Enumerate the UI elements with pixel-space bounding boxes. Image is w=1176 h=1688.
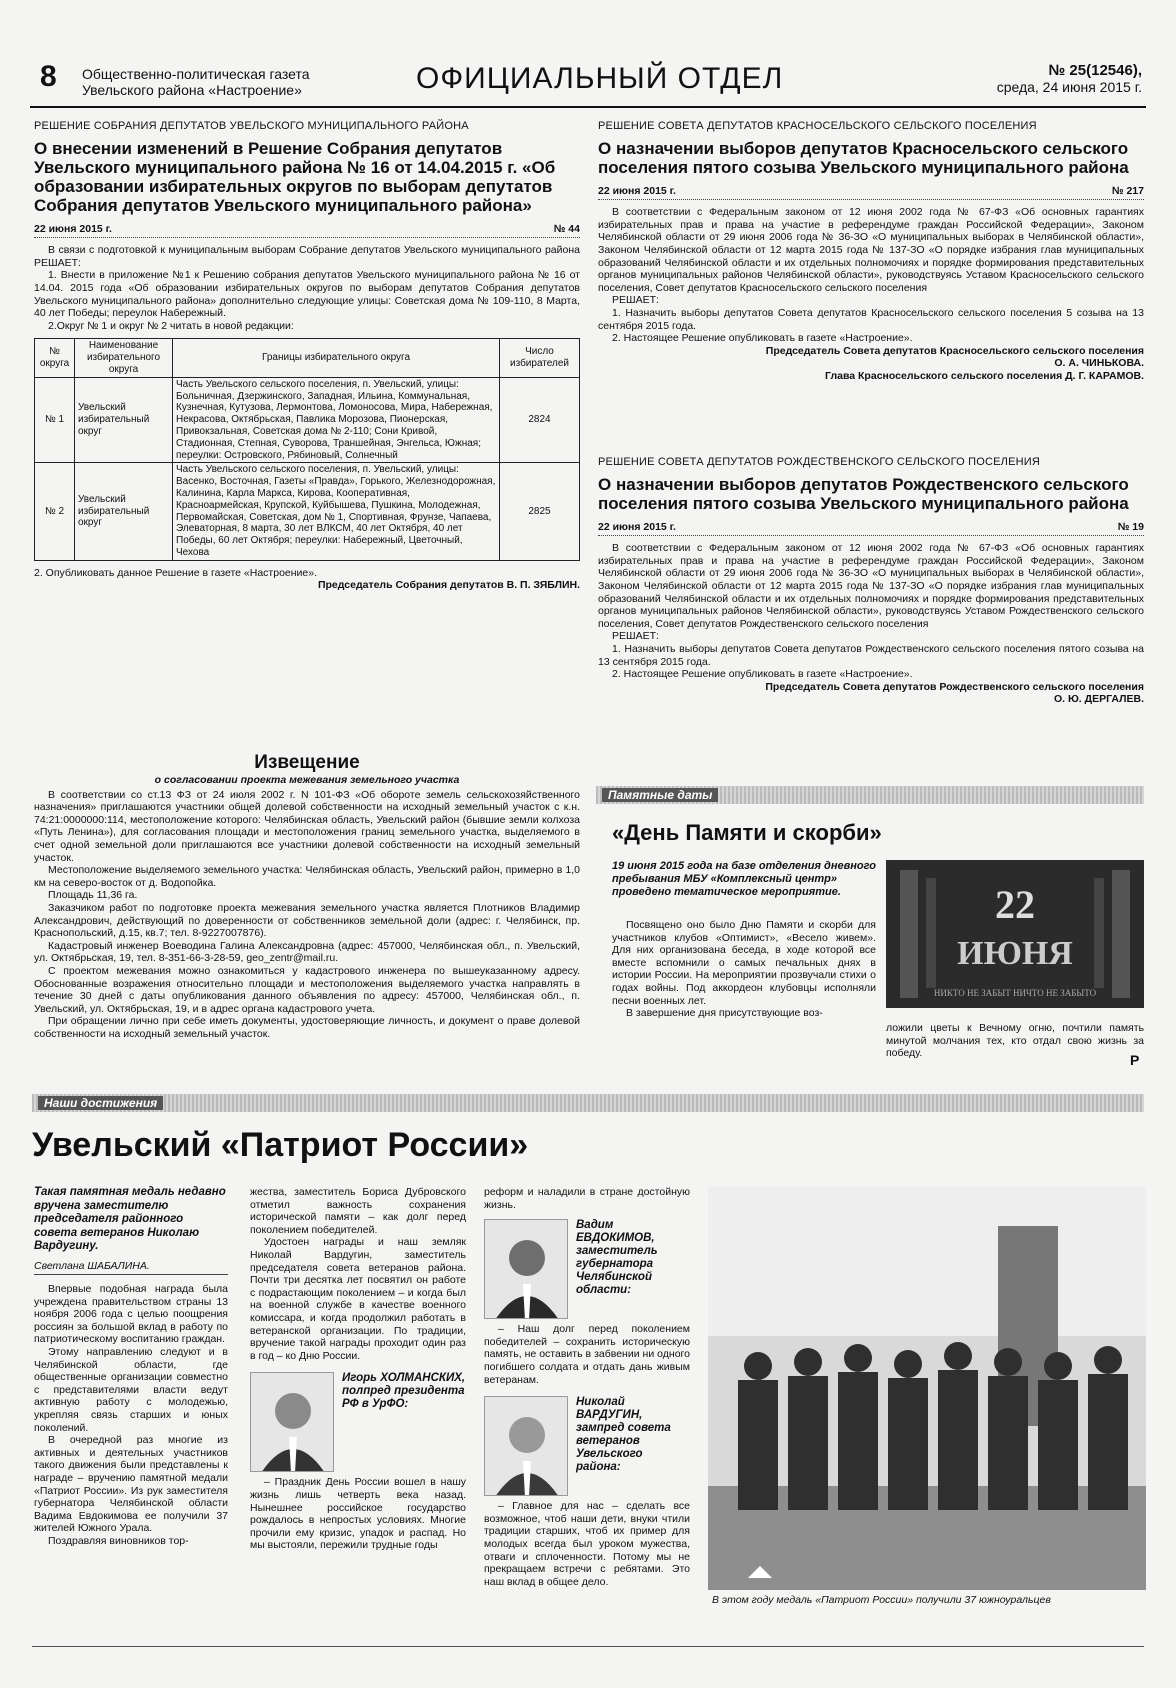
page-number: 8: [40, 60, 57, 93]
paragraph: В соответствии с Федеральным законом от 12 июня 2002 года № 67-ФЗ «Об основных гарантиях избирательных прав и права на участие в референдуме граждан Российской Федерации», Законом Челябинской области от 29 июня 2006 года № 36-ЗО «О муниципальных выборах в Челябинской области», Законом Челябинской области от 12 марта 2015 года № 137-ЗО «О порядке избрания глав муниципальных образований Челябинской области и их отдельных полномочиях и порядке формирования представительных органов муниципальных районов Челябинской области», руководствуясь Уставом Рождественского сельского поселения, Совет депутатов Рождественского сельского поселения: [598, 542, 1144, 630]
issue-info: [997, 62, 1142, 96]
group-photo-image: [708, 1186, 1146, 1590]
paragraph: 1. Назначить выборы депутатов Совета депутатов Красносельского сельского поселения 5 созыва на 13 сентября 2015 года.: [598, 306, 1144, 332]
quote-author: Николай ВАРДУГИН, зампред совета ветеранов Увельского района:: [576, 1396, 671, 1474]
paper-name-line2: Увельского района «Настроение»: [82, 82, 302, 98]
paragraph: 2.Округ № 1 и округ № 2 читать в новой редакции:: [48, 319, 294, 332]
quote-text: – Праздник День России вошел в нашу жизнь лишь четверть века назад. Нынешнее российское государство рождалось в непростых условиях. Многие прочили ему кризис, упадок и распад. Но мы выстояли, пережили трудные годы: [250, 1476, 466, 1552]
cell-bounds: Часть Увельского сельского поселения, п. Увельский, улицы: Больничная, Дзержинского, Западная, Ильина, Коммунальная, Кузнечная, Кутузова, Лермонтова, Ломоносова, Мира, Набережная, Некрасова, Октябрьская, Павлика Морозова, Пионерская, Привокзальная, Советская дома № 2-110; Сони Кривой, Стадионная, Степная, Суворова, Траншейная, Энгельса, Южная; переулки: Островского, Рябиновый, Солнечный: [173, 377, 500, 463]
quote-text: – Наш долг перед поколением победителей – сохранить историческую память, не оставить в забвении ни одного погибшего солдата и отдать дань живым ветеранам.: [484, 1323, 690, 1386]
band-label: Наши достижения: [38, 1096, 163, 1110]
rubric-band-achievements: [32, 1094, 1144, 1112]
article-title: О назначении выборов депутатов Рождественского сельского поселения пятого созыва Увельского муниципального района: [598, 474, 1129, 513]
paragraph: В соответствии со ст.13 ФЗ от 24 июля 2002 г. N 101-ФЗ «Об обороте земель сельскохозяйственного назначения» приглашаются участники общей долевой собственности на исходный земельный участок с к.н. 74:21:0000000:114, местоположение которого: Челябинская область, Увельский район (бывшие земли колхоза «Путь Ленина»), для согласования площади и местоположения границ земельного участка, выделяемого в счет одной земельной доли приглашаются все участники долевой собственности на исходный земельный участок.: [34, 788, 580, 864]
group-photo: [708, 1186, 1146, 1590]
col-header: Границы избирательного округа: [173, 339, 500, 377]
paragraph: 2. Настоящее Решение опубликовать в газете «Настроение».: [612, 668, 913, 681]
rubric: РЕШЕНИЕ СОВЕТА ДЕПУТАТОВ КРАСНОСЕЛЬСКОГО СЕЛЬСКОГО ПОСЕЛЕНИЯ: [598, 120, 1037, 132]
person-icon: [485, 1220, 568, 1319]
quote-author: Игорь ХОЛМАНСКИХ, полпред президента РФ в УрФО:: [342, 1372, 466, 1411]
paragraph: При обращении лично при себе иметь документы, удостоверяющие личность, и документ о праве долевой собственности на исходный земельный участок.: [34, 1015, 580, 1040]
table-row: [35, 377, 580, 463]
decision-number: № 44: [553, 222, 580, 235]
paragraph: Удостоен награды и наш земляк Николай Вардугин, заместитель председателя совета ветеранов района. Почти три десятка лет посвятил он работе с подрастающим поколением – и когда был на военной службе в качестве военного комиссара, и когда продолжил работать в ветеранской организации. По традиции, вручение такой награды проходит один раз в год – ко Дню России.: [250, 1236, 466, 1362]
memorial-image: [886, 860, 1144, 1008]
photo-caption: В этом году медаль «Патриот России» получили 37 южноуральцев: [712, 1594, 1051, 1606]
signature: Председатель Собрания депутатов В. П. ЗЯБЛИН.: [317, 579, 580, 592]
page-header: [30, 56, 1146, 108]
author: Светлана ШАБАЛИНА.: [34, 1260, 228, 1276]
paragraph: 1. Назначить выборы депутатов Совета депутатов Рождественского сельского поселения пятого созыва на 13 сентября 2015 года.: [598, 642, 1144, 668]
districts-table: [34, 338, 580, 560]
paragraph: РЕШАЕТ:: [612, 630, 659, 643]
patriot-col-2: [250, 1186, 466, 1552]
decision-meta: [34, 223, 580, 239]
paragraph: Поздравляя виновников тор-: [48, 1534, 189, 1547]
decision-krasnoselskoe: [598, 120, 1144, 383]
quote-author: Вадим ЕВДОКИМОВ, заместитель губернатора Челябинской области:: [576, 1219, 658, 1297]
col-header: Наименование избирательного округа: [75, 339, 173, 377]
paragraph: В очередной раз многие из активных и деятельных участников такого движения были представлены к награде – вручению памятной медали «Патриот России». Из рук заместителя губернатора Челябинской области Вадима Евдокимова ее получили 37 жителей Южного Урала.: [34, 1434, 228, 1535]
portrait-vardugin: [484, 1396, 568, 1496]
paragraph: Посвящено оно было Дню Памяти и скорби для участников клубов «Оптимист», «Весело живем». Для них организована беседа, в ходе которой все вместе вспомнили о самых печальных днях в истории России. На мероприятии прозвучали стихи о годах войны. Под аккордеон клубовцы исполняли песни военных лет.: [612, 919, 876, 1007]
memory-lead: 19 июня 2015 года на базе отделения дневного пребывания МБУ «Комплексный центр» проведено тематическое мероприятие.: [612, 860, 876, 898]
memory-text: [612, 860, 876, 1020]
article-title: О внесении изменений в Решение Собрания депутатов Увельского муниципального района № 16 от 14.04.2015 г. «Об образовании избирательных округов по выборам депутатов Собрания депутатов Увельского муниципального района»: [34, 138, 556, 215]
decision-date: 22 июня 2015 г.: [34, 222, 112, 235]
quote-block-vardugin: [484, 1396, 690, 1496]
paragraph: Заказчиком работ по подготовке проекта межевания земельного участка является Плотников Владимир Александрович, действующий по доверенности от собственников земельной доли (адрес: г. Челябинск, пр. Краснопольский, д.15, кв.7; тел. 8-9227007876).: [34, 901, 580, 940]
memory-photo: [886, 860, 1144, 1008]
quote-block-evdokimov: [484, 1219, 690, 1319]
rubric-band-memory: [596, 786, 1144, 804]
patriot-col-3: [484, 1186, 690, 1588]
paragraph: ложили цветы к Вечному огню, почтили память минутой молчания тех, кто отдал свою жизнь за победу.: [886, 1022, 1144, 1060]
col-header: Число избирателей: [500, 339, 580, 377]
person-icon: [485, 1397, 568, 1496]
section-title: ОФИЦИАЛЬНЫЙ ОТДЕЛ: [416, 62, 784, 95]
cell-voters: 2824: [500, 377, 580, 463]
notice-title: Извещение: [254, 752, 360, 773]
paragraph: реформ и наладили в стране достойную жизнь.: [484, 1186, 690, 1211]
table-row: [35, 463, 580, 560]
rubric: РЕШЕНИЕ СОВЕТА ДЕПУТАТОВ РОЖДЕСТВЕНСКОГО СЕЛЬСКОГО ПОСЕЛЕНИЯ: [598, 456, 1041, 468]
issue-number: № 25(12546),: [1048, 62, 1142, 79]
paragraph: Площадь 11,36 га.: [48, 889, 138, 902]
decision-date: 22 июня 2015 г.: [598, 184, 676, 197]
paragraph: РЕШАЕТ:: [612, 294, 659, 307]
patriot-col-1: [34, 1186, 228, 1548]
paragraph: С проектом межевания можно ознакомиться у кадастрового инженера по вышеуказанному адресу. Обоснованные возражения относительно площади и местоположения выделяемого участка направлять в течение 30 дней с даты опубликования данного объявления по адресу: 457000, Челябинская обл., п. Увельский, ул. Октябрьская, 19, и в адрес органа кадастрового учета.: [34, 964, 580, 1015]
table-header-row: [35, 339, 580, 377]
photo-text-day: 22: [995, 882, 1035, 927]
decision-meta: [598, 521, 1144, 537]
article-title: О назначении выборов депутатов Красносельского сельского поселения пятого созыва Увельского муниципального района: [598, 138, 1129, 177]
decision-meta: [598, 185, 1144, 201]
paragraph: Кадастровый инженер Воеводина Галина Александровна (адрес: 457000, Челябинская обл., п. Увельский, ул. Октябрьская, 19, тел. 8-351-66-3-28-59, geo_zentr@mail.ru.: [34, 939, 580, 965]
cell-num: № 2: [35, 463, 75, 560]
memory-text-cont: [886, 1022, 1144, 1060]
patriot-lead: Такая памятная медаль недавно вручена заместителю председателя районного совета ветеранов Николаю Вардугину.: [34, 1186, 226, 1252]
paragraph: 2. Опубликовать данное Решение в газете «Настроение».: [34, 566, 318, 579]
cell-voters: 2825: [500, 463, 580, 560]
portrait-kholmanskikh: [250, 1372, 334, 1472]
paper-name-line1: Общественно-политическая газета: [82, 66, 310, 82]
cell-name: Увельский избирательный округ: [75, 377, 173, 463]
author-mark: Р: [1130, 1052, 1140, 1068]
paragraph: 1. Внести в приложение №1 к Решению собрания депутатов Увельского муниципального района № 16 от 14.04. 2015 года «Об образовании избирательных округов по выборам депутатов Собрания депутатов Увельского муниципального района» дополнительно следующие улицы: Советская дома № 109-110, 8 Марта, 40 лет Победы; переулок Набережный.: [34, 269, 580, 320]
memory-title: «День Памяти и скорби»: [612, 820, 882, 845]
decision-date: 22 июня 2015 г.: [598, 520, 676, 533]
person-icon: [251, 1373, 334, 1472]
notice-subtitle: о согласовании проекта межевания земельного участка: [154, 774, 460, 786]
photo-text-motto: НИКТО НЕ ЗАБЫТ НИЧТО НЕ ЗАБЫТО: [933, 988, 1097, 998]
quote-block-kholmanskikh: [250, 1372, 466, 1472]
signature-name: О. Ю. ДЕРГАЛЕВ.: [1053, 693, 1144, 706]
patriot-title: Увельский «Патриот России»: [32, 1126, 529, 1164]
decision-rozhdestvenskoe: [598, 456, 1144, 706]
paragraph: 2. Настоящее Решение опубликовать в газете «Настроение».: [612, 332, 913, 345]
issue-date: среда, 24 июня 2015 г.: [996, 79, 1142, 95]
signature: Глава Красносельского сельского поселения Д. Г. КАРАМОВ.: [825, 369, 1144, 382]
paragraph: В завершение дня присутствующие воз-: [626, 1007, 823, 1020]
cell-name: Увельский избирательный округ: [75, 463, 173, 560]
notice: [34, 752, 580, 1040]
paragraph: Впервые подобная награда была учреждена правительством страны 13 ноября 2006 года с целью поощрения россиян за большой вклад в работу по патриотическому воспитанию граждан.: [34, 1283, 228, 1346]
decision-uvelsky: [34, 120, 580, 592]
decision-number: № 217: [1111, 184, 1144, 197]
rubric: РЕШЕНИЕ СОБРАНИЯ ДЕПУТАТОВ УВЕЛЬСКОГО МУНИЦИПАЛЬНОГО РАЙОНА: [34, 120, 469, 132]
paragraph: Местоположение выделяемого земельного участка: Челябинская область, Увельский район, примерно в 1,0 км на северо-восток от д. Водопойка.: [34, 864, 580, 889]
portrait-evdokimov: [484, 1219, 568, 1319]
cell-bounds: Часть Увельского сельского поселения, п. Увельский, улицы: Васенко, Восточная, Газеты «Правда», Горького, Железнодорожная, Калинина, Карла Маркса, Кирова, Кооперативная, Красноармейская, Крупской, Куйбышева, Пушкина, Молодежная, Первомайская, Советская, дом № 1, Спортивная, Фрунзе, Чапаева, Элеваторная, 8 марта, 30 лет ВЛКСМ, 40 лет Октября, 40 лет Победы, 60 лет Октября; переулки: Набережный, Цветочный, Чехова: [173, 463, 500, 560]
col-header: № округа: [35, 339, 75, 377]
paragraph: В связи с подготовкой к муниципальным выборам Собрание депутатов Увельского муниципального района РЕШАЕТ:: [34, 244, 580, 269]
paper-name: [82, 66, 310, 98]
cell-num: № 1: [35, 377, 75, 463]
paragraph: В соответствии с Федеральным законом от 12 июня 2002 года № 67-ФЗ «Об основных гарантиях избирательных прав и права на участие в референдуме граждан Российской Федерации», Законом Челябинской области от 29 июня 2006 года № 36-ЗО «О муниципальных выборах в Челябинской области», Законом Челябинской области от 12 марта 2015 года № 137-ЗО «О порядке избрания глав муниципальных образований Челябинской области и их отдельных полномочиях и порядке формирования представительных органов муниципальных районов Челябинской области», руководствуясь Уставом Красносельского сельского поселения, Совет депутатов Красносельского сельского поселения: [598, 206, 1144, 294]
signature-title: Председатель Совета депутатов Рождественского сельского поселения: [765, 680, 1144, 693]
band-label: Памятные даты: [602, 788, 718, 802]
signature-name: О. А. ЧИНЬКОВА.: [1054, 357, 1144, 370]
decision-number: № 19: [1117, 520, 1144, 533]
signature-title: Председатель Совета депутатов Красносельского сельского поселения: [765, 344, 1144, 357]
paragraph: Этому направлению следуют и в Челябинской области, где общественные организации совместно с представителями власти ведут активную работу с молодежью, укрепляя связь старших и юных поколений.: [34, 1346, 228, 1434]
bottom-rule: [32, 1646, 1144, 1647]
paragraph: жества, заместитель Бориса Дубровского отметил важность сохранения исторической памяти – как долг перед поколением победителей.: [250, 1186, 466, 1236]
photo-text-month: ИЮНЯ: [957, 935, 1073, 972]
quote-text: – Главное для нас – сделать все возможное, чтоб наши дети, внуки чтили традиции старших, чтоб их пример для молодых всегда был уроком мужества, отваги и сплоченности. Потому мы не прекращаем встречи с ребятами. Это наш вклад в общее дело.: [484, 1500, 690, 1588]
